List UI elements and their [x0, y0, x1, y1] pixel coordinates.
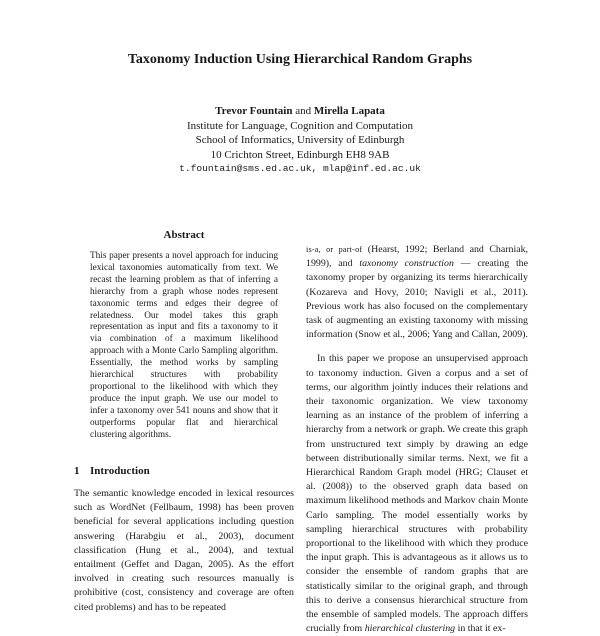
right-column-text — [306, 243, 528, 636]
section-number: 1 — [74, 465, 80, 477]
paragraph-2-text-a: In this paper we propose an unsupervised approach to taxonomy induction. Given a corpus and a set of terms, our algorithm jointly induces their relations and their taxonomic organization. We view taxonomy learning as an instance of the problem of inferring a hierarchy from a network or graph. We create this graph from unstructured text simply by drawing an edge between distributionally similar terms. Next, we fit a Hierarchical Random Graph model (HRG; Clauset et al. (2008)) to the observed graph data based on maximum likelihood methods and Markov chain Monte Carlo sampling. The model essentially works by sampling hierarchical structures with probability proportional to the likelihood with which they produce the input graph. This is advantageous as it allows us to consider the ensemble of random graphs that are statistically similar to the original graph, and through this to derive a consensus hierarchical structure from the ensemble of sampled models. The approach differs crucially from — [306, 353, 528, 635]
paper-title: Taxonomy Induction Using Hierarchical Random Graphs — [127, 52, 473, 67]
affiliation-school: School of Informatics, University of Edinburgh — [195, 134, 405, 147]
continued-text-b: — creating the taxonomy proper by organizing its terms hierarchically (Kozareva and Hovy, 2010; Navigli et al., 2011). Previous work has also focused on the complementary task of augmenting an existing taxonomy with missing information (Snow et al., 2006; Yang and Callan, 2009). — [306, 258, 529, 341]
author-names — [0, 104, 600, 119]
intro-paragraph-2 — [306, 352, 528, 636]
left-column-text — [74, 487, 294, 615]
paragraph-2-text-b: in that it ex- — [455, 623, 506, 635]
abstract-heading: Abstract — [163, 229, 205, 241]
intro-paragraph-1: The semantic knowledge encoded in lexical resources such as WordNet (Fellbaum, 1998) has been proven beneficial for several applications including question answering (Harabgiu et al., 2003), document classification (Hung et al., 2004), and textual entailment (Geffet and Dagan, 2005). As the effort involved in creating such resources manually is prohibitive (cost, consistency and coverage are often cited problems) and has to be repeated — [74, 488, 294, 613]
relation-names-smallcaps: is-a, or part-of — [306, 245, 363, 254]
intro-paragraph-continued — [306, 243, 528, 342]
author-emails: t.fountain@sms.ed.ac.uk, mlap@inf.ed.ac.uk — [179, 163, 421, 175]
author-conjunction: and — [292, 105, 314, 117]
emphasis-hierarchical-clustering: hierarchical clustering — [364, 623, 456, 635]
emphasis-taxonomy-construction: taxonomy construction — [359, 258, 454, 270]
author-name-2: Mirella Lapata — [313, 105, 385, 117]
abstract-body: This paper presents a novel approach for inducing lexical taxonomies automatically from text. We recast the learning problem as that of inferring a hierarchy from a graph whose nodes represent taxonomic terms and edges their degree of relatedness. Our model takes this graph representation as input and fits a taxonomy to it via combination of a maximum likelihood approach with a Monte Carlo Sampling algorithm. Essentially, the method works by sampling hierarchical structures with probability proportional to the likelihood with which they produce the input graph. We use our model to infer a taxonomy over 541 nouns and show that it outperforms popular flat and hierarchical clustering algorithms. — [90, 251, 278, 440]
continued-text-a: (Hearst, 1992; Berland and Charniak, 1999), and — [306, 244, 528, 270]
affiliation-institute: Institute for Language, Cognition and Computation — [186, 119, 414, 132]
author-block — [0, 104, 600, 177]
affiliation-address: 10 Crichton Street, Edinburgh EH8 9AB — [210, 148, 390, 161]
section-title: Introduction — [90, 465, 150, 477]
author-name-1: Trevor Fountain — [215, 105, 293, 117]
section-heading-introduction — [74, 465, 150, 477]
